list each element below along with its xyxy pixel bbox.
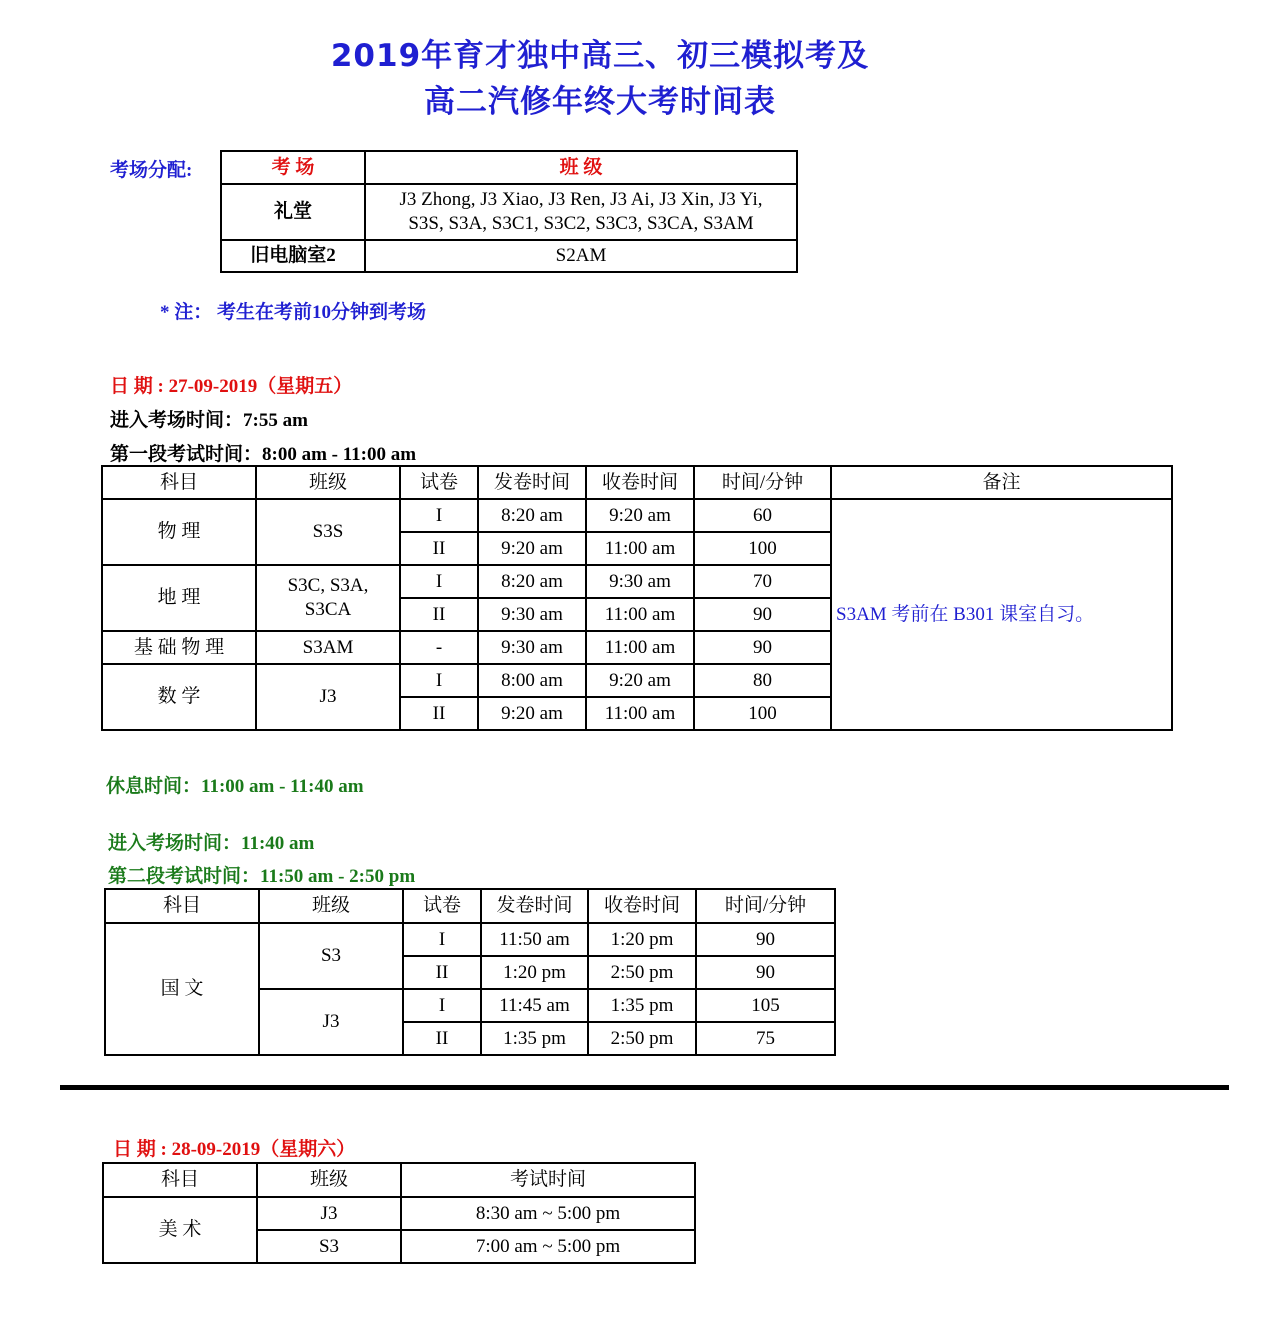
day1-date: 日 期 : 27-09-2019（星期五） (110, 376, 353, 397)
end-cell: 2:50 pm (588, 1022, 696, 1055)
col-header: 备注 (831, 466, 1172, 499)
paper-cell: II (400, 532, 478, 565)
end-cell: 11:00 am (586, 532, 694, 565)
class-cell: J3 (256, 664, 400, 730)
room-classes-line: J3 Zhong, J3 Xiao, J3 Ren, J3 Ai, J3 Xin, J3 Yi, (399, 189, 763, 210)
col-header: 发卷时间 (478, 466, 586, 499)
col-header: 考试时间 (401, 1163, 695, 1197)
room-name: 旧电脑室2 (221, 240, 365, 272)
class-line: S3C, S3A, (287, 575, 369, 596)
day1-entry-time: 进入考场时间：7:55 am (110, 410, 308, 431)
minutes-cell: 90 (694, 631, 831, 664)
start-cell: 1:35 pm (481, 1022, 588, 1055)
col-header: 班级 (259, 889, 403, 923)
col-header: 时间/分钟 (696, 889, 835, 923)
class-cell: S3 (257, 1230, 401, 1263)
subject-cell: 数 学 (102, 664, 256, 730)
col-header: 班级 (257, 1163, 401, 1197)
subject-cell: 地 理 (102, 565, 256, 631)
subject-cell: 物 理 (102, 499, 256, 565)
session2-table (104, 888, 836, 1056)
col-header: 班级 (256, 466, 400, 499)
start-cell: 9:20 am (478, 697, 586, 730)
day1-session2-time: 第二段考试时间：11:50 am - 2:50 pm (108, 866, 416, 887)
exam-time-cell: 7:00 am ~ 5:00 pm (401, 1230, 695, 1263)
subject-cell: 美 术 (103, 1197, 257, 1263)
end-cell: 9:20 am (586, 499, 694, 532)
minutes-cell: 100 (694, 532, 831, 565)
class-cell: S3AM (256, 631, 400, 664)
minutes-cell: 90 (696, 923, 835, 956)
day1-entry-time-2: 进入考场时间：11:40 am (108, 833, 315, 854)
session1-table (101, 465, 1173, 731)
paper-cell: I (400, 565, 478, 598)
minutes-cell: 100 (694, 697, 831, 730)
room-header: 考 场 (221, 151, 365, 184)
paper-cell: II (400, 598, 478, 631)
room-name: 礼堂 (221, 184, 365, 240)
paper-cell: I (403, 923, 481, 956)
day1-session1-time: 第一段考试时间：8:00 am - 11:00 am (110, 444, 417, 465)
day2-date: 日 期 : 28-09-2019（星期六） (113, 1139, 356, 1160)
section-divider (60, 1085, 1229, 1090)
minutes-cell: 70 (694, 565, 831, 598)
class-cell: S3S (256, 499, 400, 565)
class-cell: S3 (259, 923, 403, 989)
end-cell: 11:00 am (586, 631, 694, 664)
start-cell: 9:20 am (478, 532, 586, 565)
paper-cell: II (403, 956, 481, 989)
end-cell: 11:00 am (586, 697, 694, 730)
col-header: 科目 (102, 466, 256, 499)
start-cell: 8:20 am (478, 565, 586, 598)
class-line: S3CA (304, 599, 352, 620)
start-cell: 8:20 am (478, 499, 586, 532)
room-classes (365, 184, 797, 240)
page-title-line2: 高二汽修年终大考时间表 (424, 84, 776, 120)
minutes-cell: 75 (696, 1022, 835, 1055)
paper-cell: II (400, 697, 478, 730)
end-cell: 1:35 pm (588, 989, 696, 1022)
end-cell: 2:50 pm (588, 956, 696, 989)
room-allocation-table (220, 150, 798, 273)
end-cell: 1:20 pm (588, 923, 696, 956)
end-cell: 11:00 am (586, 598, 694, 631)
class-cell: J3 (257, 1197, 401, 1230)
paper-cell: I (400, 499, 478, 532)
start-cell: 9:30 am (478, 598, 586, 631)
minutes-cell: 60 (694, 499, 831, 532)
end-cell: 9:30 am (586, 565, 694, 598)
paper-cell: I (403, 989, 481, 1022)
minutes-cell: 90 (694, 598, 831, 631)
end-cell: 9:20 am (586, 664, 694, 697)
col-header: 收卷时间 (586, 466, 694, 499)
room-classes-line: S3S, S3A, S3C1, S3C2, S3C3, S3CA, S3AM (408, 213, 754, 234)
start-cell: 11:50 am (481, 923, 588, 956)
remark-cell: S3AM 考前在 B301 课室自习。 (831, 499, 1172, 730)
subject-cell: 基 础 物 理 (102, 631, 256, 664)
paper-cell: II (403, 1022, 481, 1055)
class-cell (256, 565, 400, 631)
col-header: 时间/分钟 (694, 466, 831, 499)
subject-cell: 国 文 (105, 923, 259, 1055)
col-header: 收卷时间 (588, 889, 696, 923)
exam-note: * 注： 考生在考前10分钟到考场 (160, 302, 427, 323)
start-cell: 9:30 am (478, 631, 586, 664)
day2-table (102, 1162, 696, 1264)
minutes-cell: 90 (696, 956, 835, 989)
page-title-line1: 2019年育才独中高三、初三模拟考及 (330, 38, 870, 74)
break-time: 休息时间：11:00 am - 11:40 am (106, 776, 364, 797)
col-header: 发卷时间 (481, 889, 588, 923)
minutes-cell: 80 (694, 664, 831, 697)
minutes-cell: 105 (696, 989, 835, 1022)
room-allocation-label: 考场分配: (110, 160, 193, 181)
class-cell: J3 (259, 989, 403, 1055)
start-cell: 11:45 am (481, 989, 588, 1022)
col-header: 科目 (105, 889, 259, 923)
exam-time-cell: 8:30 am ~ 5:00 pm (401, 1197, 695, 1230)
col-header: 试卷 (400, 466, 478, 499)
col-header: 科目 (103, 1163, 257, 1197)
class-header: 班 级 (365, 151, 797, 184)
start-cell: 8:00 am (478, 664, 586, 697)
start-cell: 1:20 pm (481, 956, 588, 989)
paper-cell: - (400, 631, 478, 664)
paper-cell: I (400, 664, 478, 697)
col-header: 试卷 (403, 889, 481, 923)
room-classes: S2AM (365, 240, 797, 272)
